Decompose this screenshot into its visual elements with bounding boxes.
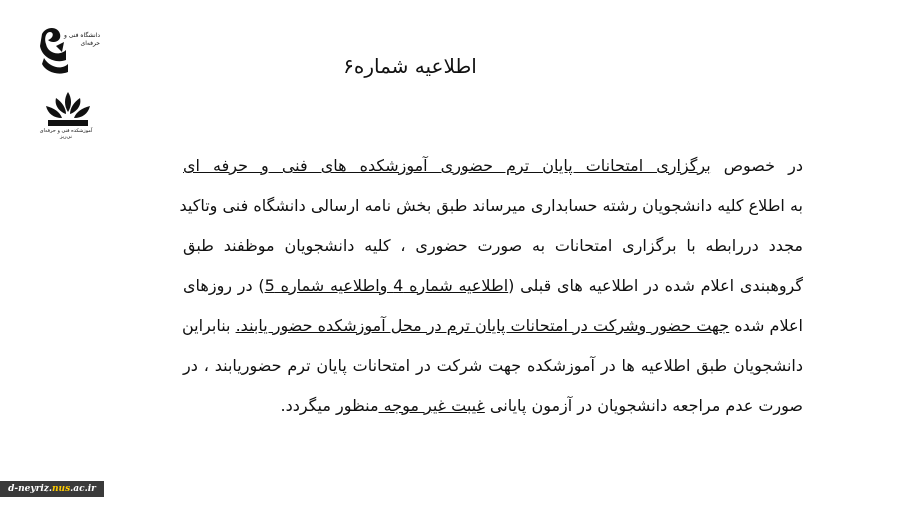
body-line: دانشجویان طبق اطلاعیه ها در آموزشکده جهت شرکت در امتحانات پایان ترم حضوریابند ، در [183,356,803,375]
university-logo-text: دانشگاه فنی و حرفه‌ای [63,32,100,47]
college-logo-icon [42,88,94,130]
body-line: در خصوص برگزاری امتحانات پایان ترم حضوری آموزشکده های فنی و حرفه ای [183,156,803,175]
underlined-text: اطلاعیه شماره 4 واطلاعیه شماره 5 [264,276,509,295]
body-line: اعلام شده جهت حضور وشرکت در امتحانات پایان ترم در محل آموزشکده حضور یابند. بنابراین [181,316,803,335]
underlined-text: برگزاری امتحانات پایان ترم حضوری آموزشکده های فنی و حرفه ای [183,156,711,175]
website-url-tag[interactable]: d-neyriz.nus.ac.ir [0,481,104,497]
body-line: صورت عدم مراجعه دانشجویان در آزمون پایانی غیبت غیر موجه منظور میگردد. [280,396,803,415]
announcement-body [179,146,804,426]
body-line: مجدد دررابطه با برگزاری امتحانات به صورت حضوری ، کلیه دانشجویان موظفند طبق [183,236,803,255]
underlined-text: غیبت غیر موجه [378,396,485,415]
body-line: به اطلاع کلیه دانشجویان رشته حسابداری میرساند طبق بخش نامه ارسالی دانشگاه فنی وتاکید [179,196,803,215]
body-line: گروهبندی اعلام شده در اطلاعیه های قبلی (اطلاعیه شماره 4 واطلاعیه شماره 5) در روزهای [183,276,804,295]
announcement-title: اطلاعیه شماره۶ [343,54,477,78]
underlined-text: جهت حضور وشرکت در امتحانات پایان ترم در محل آموزشکده حضور یابند. [235,316,730,335]
college-logo-text: آموزشکده فنی و حرفه‌ای نی‌ریز [39,128,93,140]
